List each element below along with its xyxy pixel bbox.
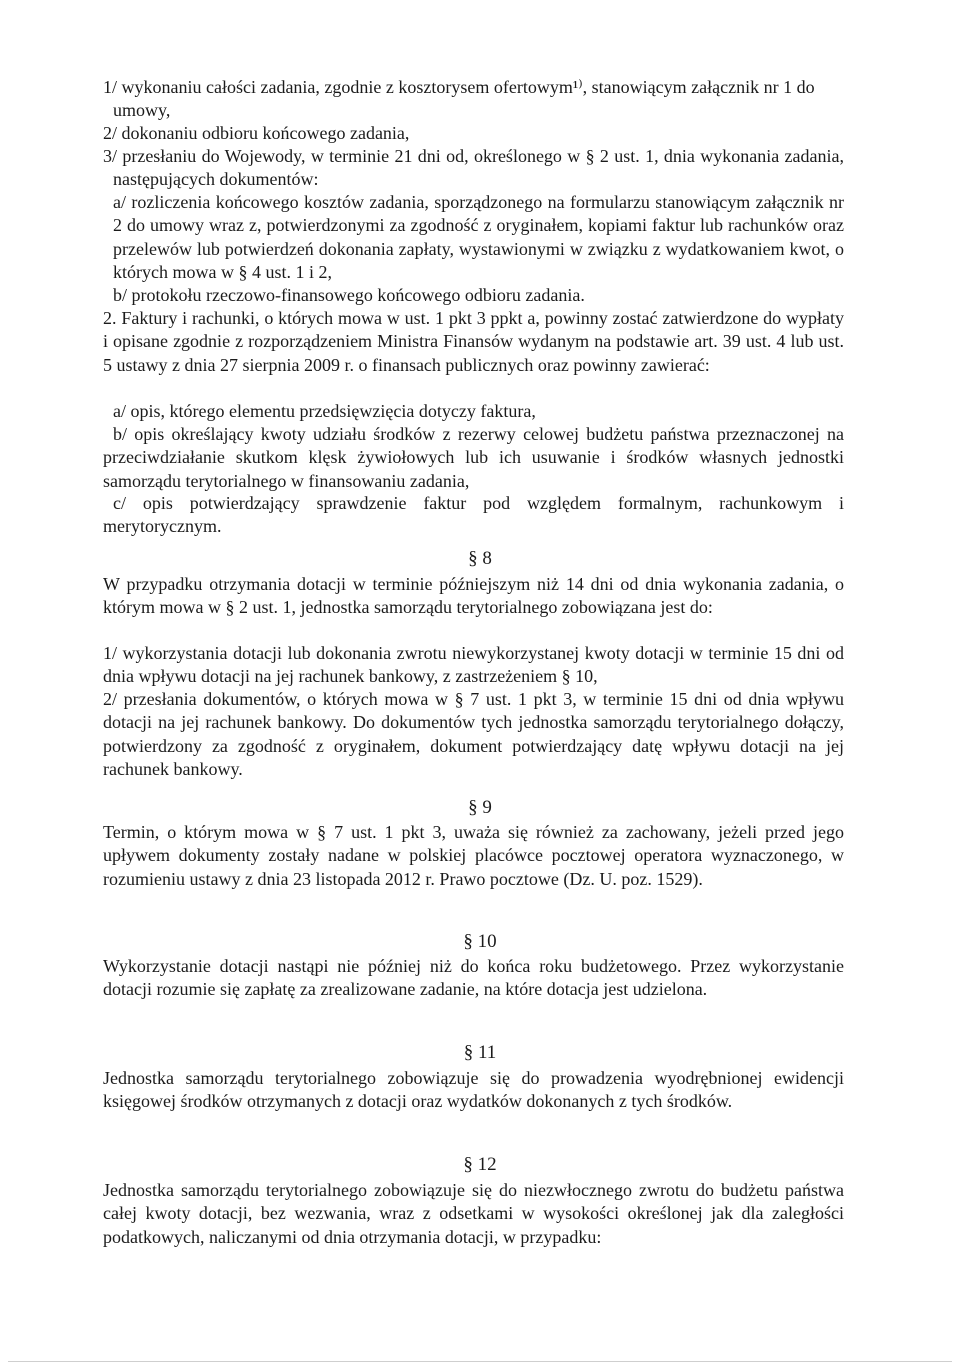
section-10-body xyxy=(103,955,844,1002)
item-3b xyxy=(113,284,844,307)
section-8-item-1 xyxy=(103,642,844,689)
paragraph-2-a xyxy=(113,400,844,423)
section-12-text: Jednostka samorządu terytorialnego zobowiązuje się do niezwłocznego zwrotu do budżetu państwa całej kwoty dotacji, bez wezwania, wraz z odsetkami w wysokości określonej jak dla zaległości podatkowych, naliczanymi od dnia otrzymania dotacji, w przypadku: xyxy=(103,1180,844,1247)
section-11-heading-text: § 11 xyxy=(463,1042,497,1063)
section-12-heading xyxy=(0,1153,960,1176)
paragraph-2 xyxy=(103,307,844,377)
item-3a xyxy=(113,191,844,284)
paragraph-2-b-text: b/ opis określający kwoty udziału środków z rezerwy celowej budżetu państwa przeznaczonej na przeciwdziałanie skutkom klęsk żywiołowych lub ich usuwanie i środków własnych jednostki samorządu terytorialnego w finansowaniu zadania, xyxy=(103,424,844,491)
section-8-item-2 xyxy=(103,688,844,781)
section-10-text: Wykorzystanie dotacji nastąpi nie później niż do końca roku budżetowego. Przez wykorzystanie dotacji rozumie się zapłatę za zrealizowane zadanie, na które dotacja jest udzielona. xyxy=(103,956,844,1000)
item-2 xyxy=(103,122,848,145)
section-8-intro-text: W przypadku otrzymania dotacji w terminie późniejszym niż 14 dni od dnia wykonania zadania, o którym mowa w § 2 ust. 1, jednostka samorządu terytorialnego zobowiązana jest do: xyxy=(103,574,844,618)
item-3b-text: b/ protokołu rzeczowo-finansowego końcowego odbioru zadania. xyxy=(113,285,585,305)
section-12-body xyxy=(103,1179,844,1249)
item-3a-text: a/ rozliczenia końcowego kosztów zadania, sporządzonego na formularzu stanowiącym załącznik nr 2 do umowy wraz z, potwierdzonymi za zgodność z oryginałem, kopiami faktur lub rachunków oraz przelewów lub potwierdzeń dokonania zapłaty, wystawionymi w związku z wydatkowaniem kwot, o których mowa w § 4 ust. 1 i 2, xyxy=(113,192,844,282)
item-3 xyxy=(103,145,844,192)
section-11-heading xyxy=(0,1041,960,1064)
paragraph-2-b xyxy=(103,423,844,493)
section-9-heading xyxy=(0,796,960,819)
section-11-body xyxy=(103,1067,844,1114)
section-9-heading-text: § 9 xyxy=(468,797,492,818)
section-8-intro xyxy=(103,573,844,620)
paragraph-2-a-text: a/ opis, którego elementu przedsięwzięcia dotyczy faktura, xyxy=(113,401,536,421)
section-8-item-2-text: 2/ przesłania dokumentów, o których mowa w § 7 ust. 1 pkt 3, w terminie 15 dni od dnia wpływu dotacji na jej rachunek bankowy. Do dokumentów tych jednostka samorządu terytorialnego dołączy, potwierdzony za zgodność z oryginałem, dokument potwierdzający datę wpływu dotacji na jej rachunek bankowy. xyxy=(103,689,844,779)
item-1-text: 1/ wykonaniu całości zadania, zgodnie z kosztorysem ofertowym¹⁾, stanowiącym załącznik nr 1 do umowy, xyxy=(103,77,815,121)
item-2-text: 2/ dokonaniu odbioru końcowego zadania, xyxy=(103,123,410,143)
section-8-heading-text: § 8 xyxy=(468,548,492,569)
paragraph-2-c-text: c/ opis potwierdzający sprawdzenie faktur pod względem formalnym, rachunkowym i merytorycznym. xyxy=(103,493,844,537)
section-10-heading xyxy=(0,930,960,953)
paragraph-2-intro: 2. Faktury i rachunki, o których mowa w ust. 1 pkt 3 ppkt a, powinny zostać zatwierdzone do wypłaty i opisane zgodnie z rozporządzeniem Ministra Finansów wydanym na podstawie art. 39 ust. 4 lub ust. 5 ustawy z dnia 27 sierpnia 2009 r. o finansach publicznych oraz powinny zawierać: xyxy=(103,308,844,375)
section-9-body xyxy=(103,821,844,891)
section-12-heading-text: § 12 xyxy=(463,1154,497,1175)
section-10-heading-text: § 10 xyxy=(463,931,497,952)
section-9-text: Termin, o którym mowa w § 7 ust. 1 pkt 3, uważa się również za zachowany, jeżeli przed jego upływem dokumenty zostały nadane w polskiej placówce pocztowej operatora wyznaczonego, w rozumieniu ustawy z dnia 23 listopada 2012 r. Prawo pocztowe (Dz. U. poz. 1529). xyxy=(103,822,844,889)
scan-edge-line xyxy=(8,1361,952,1362)
item-1 xyxy=(103,76,848,123)
item-3-text: 3/ przesłaniu do Wojewody, w terminie 21 dni od, określonego w § 2 ust. 1, dnia wykonania zadania, następujących dokumentów: xyxy=(103,146,844,190)
section-8-heading xyxy=(0,547,960,570)
paragraph-2-c xyxy=(103,492,844,539)
section-8-item-1-text: 1/ wykorzystania dotacji lub dokonania zwrotu niewykorzystanej kwoty dotacji w terminie 15 dni od dnia wpływu dotacji na jej rachunek bankowy, z zastrzeżeniem § 10, xyxy=(103,643,844,687)
section-11-text: Jednostka samorządu terytorialnego zobowiązuje się do prowadzenia wyodrębnionej ewidencji księgowej środków otrzymanych z dotacji oraz wydatków dokonanych z tych środków. xyxy=(103,1068,844,1112)
